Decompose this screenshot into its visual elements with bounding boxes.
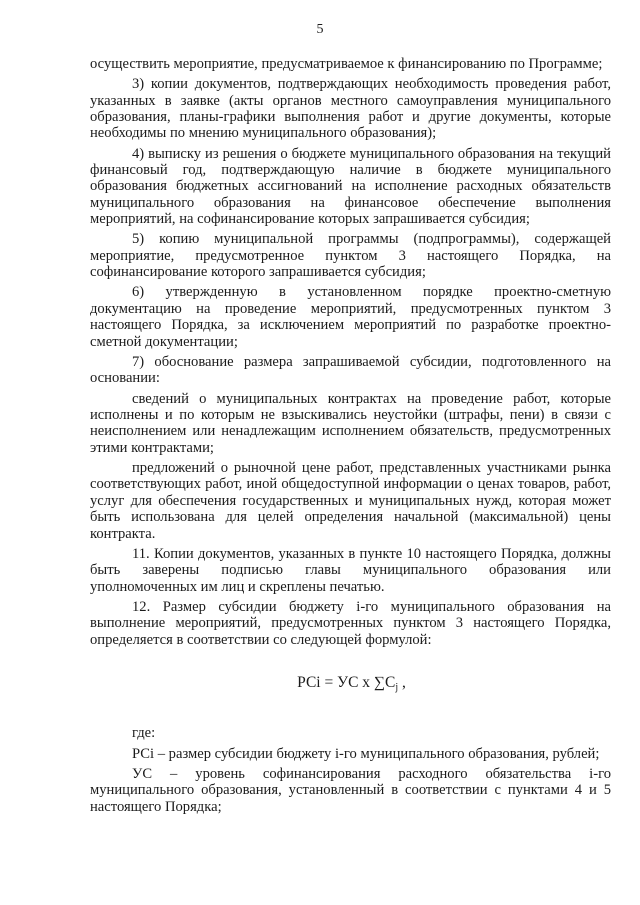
- paragraph: 5) копию муниципальной программы (подпрограммы), содержащей мероприятие, предусмотренное пунктом 3 настоящего Порядка, на софинансирование которого запрашивается субсидия;: [90, 231, 611, 281]
- paragraph: сведений о муниципальных контрактах на проведение работ, которые исполнены и по которым не взыскивались неустойки (штрафы, пени) в связи с неисполнением или ненадлежащим исполнением обязательств, предусмотренных этими контрактами;: [90, 390, 611, 456]
- paragraph-where: где:: [132, 725, 156, 742]
- paragraph: осуществить мероприятие, предусматриваемое к финансированию по Программе;: [90, 56, 603, 72]
- paragraph: 7) обоснование размера запрашиваемой субсидии, подготовленного на основании:: [90, 353, 611, 387]
- paragraph: РСi – размер субсидии бюджету i-го муниципального образования, рублей;: [132, 745, 600, 762]
- page-number: 5: [316, 22, 324, 37]
- formula: [90, 675, 611, 696]
- paragraph: 11. Копии документов, указанных в пункте 10 настоящего Порядка, должны быть заверены подписью главы муниципального образования или уполномоченных им лиц и скреплены печатью.: [90, 545, 611, 595]
- paragraph: УС – уровень софинансирования расходного обязательства i-го муниципального образования, установленный в соответствии с пунктами 4 и 5 настоящего Порядка;: [90, 765, 611, 815]
- formula-tail: ,: [398, 673, 406, 691]
- paragraph: 4) выписку из решения о бюджете муниципального образования на текущий финансовый год, подтверждающую наличие в бюджете муниципального образования бюджетных ассигнований на исполнение расходных обязательств муниципального образования на финансовое обеспечение выполнения мероприятий, на софинансирование которых запрашивается субсидия;: [90, 145, 611, 228]
- paragraph: предложений о рыночной цене работ, представленных участниками рынка соответствующих работ, иной общедоступной информации о ценах товаров, работ, услуг для обеспечения государственных и муниципальных нужд, которая может быть использована для целей определения начальной (максимальной) цены контракта.: [90, 459, 611, 542]
- formula-subscript: j: [395, 681, 399, 693]
- paragraph: 3) копии документов, подтверждающих необходимость проведения работ, указанных в заявке (акты органов местного самоуправления муниципального образования, планы-графики выполнения работ и другие документы, которые необходимы по мнению муниципального образования);: [90, 76, 611, 142]
- paragraph: 12. Размер субсидии бюджету i-го муниципального образования на выполнение мероприятий, предусмотренных пунктом 3 настоящего Порядка, определяется в соответствии со следующей формулой:: [90, 598, 611, 648]
- document-body: [90, 56, 611, 815]
- paragraph: 6) утвержденную в установленном порядке проектно-сметную документацию на проведение мероприятий, предусмотренных пунктом 3 настоящего Порядка, за исключением мероприятий по разработке проектно-сметной документации;: [90, 284, 611, 350]
- formula-main: РСi = УС x ∑C: [297, 673, 396, 691]
